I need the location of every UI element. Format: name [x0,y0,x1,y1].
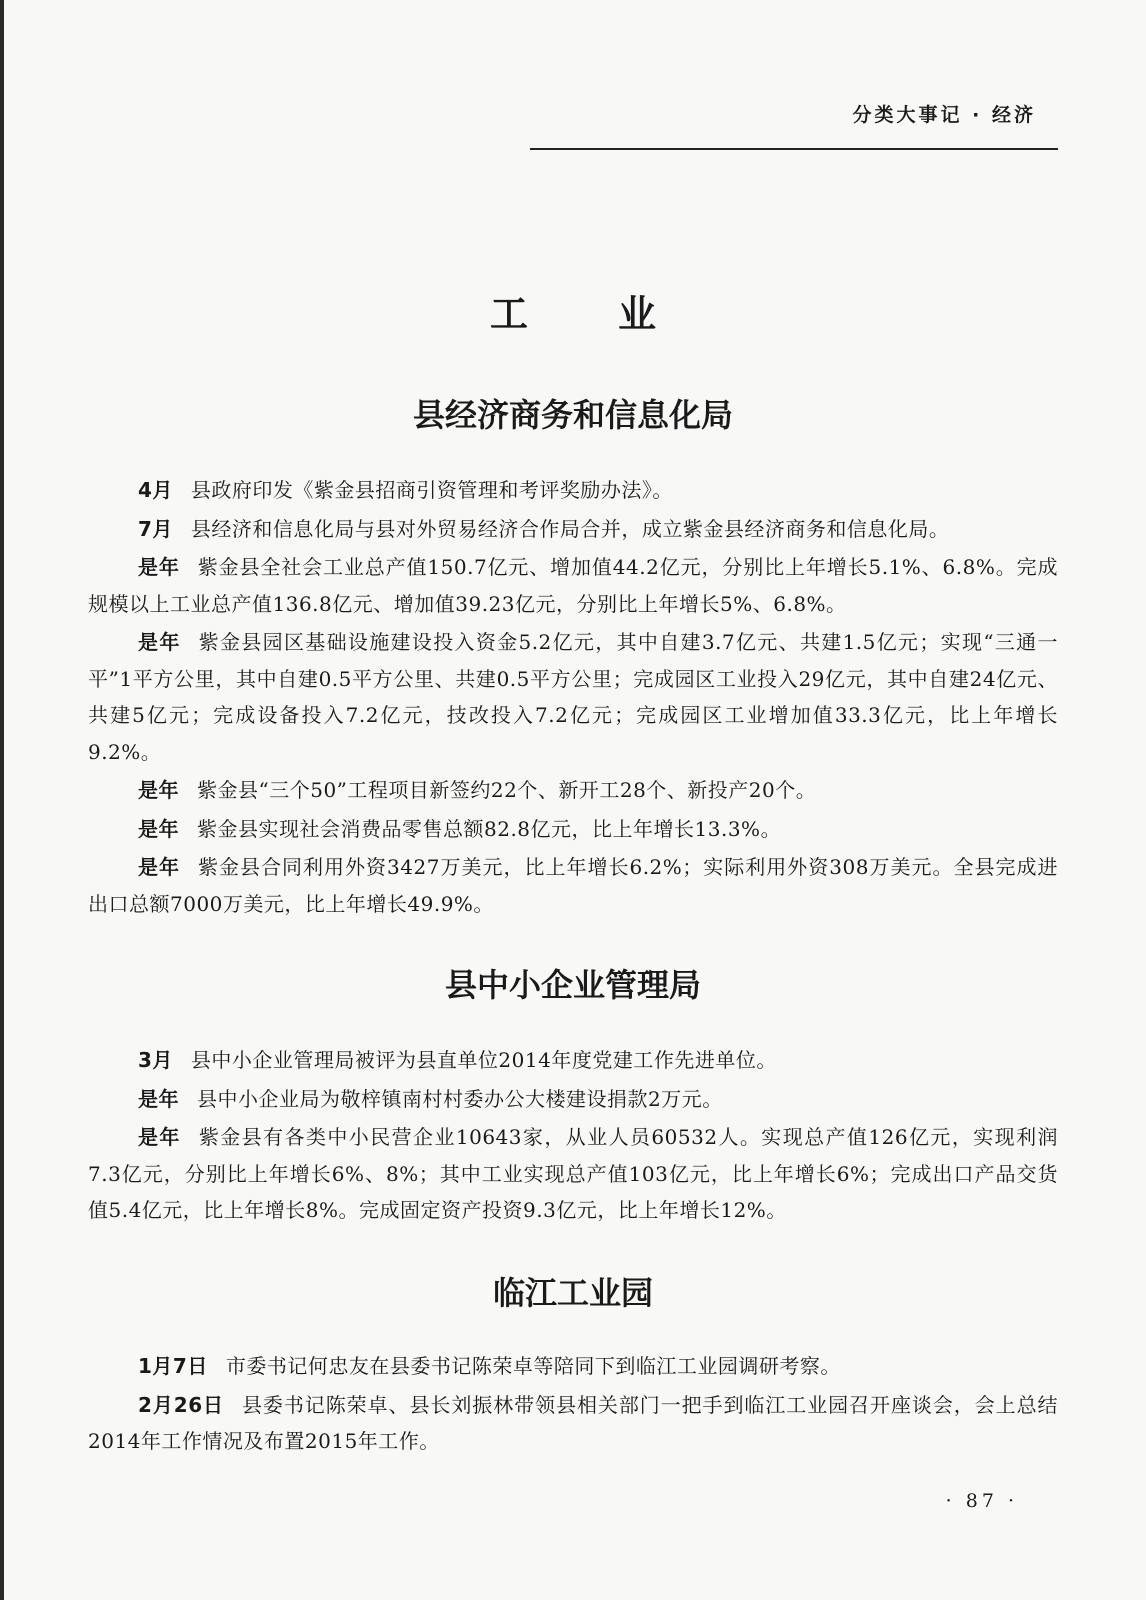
entry-date: 是年 [138,778,179,802]
entry [88,472,1058,509]
entry-date: 4月 [138,478,173,502]
entry-list [88,472,1058,924]
entry [88,849,1058,922]
entry-date: 1月7日 [138,1354,208,1378]
entry-text: 紫金县“三个50”工程项目新签约22个、新开工28个、新投产20个。 [197,778,817,802]
entry-list [88,1042,1058,1231]
entry-text: 紫金县园区基础设施建设投入资金5.2亿元，其中自建3.7亿元、共建1.5亿元；实现“三通一平”1平方公里，其中自建0.5平方公里、共建0.5平方公里；完成园区工业投入29亿元，其中自建24亿元、共建5亿元；完成设备投入7.2亿元，技改投入7.2亿元；完成园区工业增加值33.3亿元，比上年增长9.2%。 [88,630,1059,764]
entry-date: 是年 [138,816,179,841]
entry-list [88,1348,1058,1462]
entry [88,511,1058,548]
entry-date: 是年 [138,1125,181,1149]
subsection-title: 县经济商务和信息化局 [412,396,733,434]
entry [88,811,1058,848]
entry-text: 紫金县全社会工业总产值150.7亿元、增加值44.2亿元，分别比上年增长5.1%、6.8%。完成规模以上工业总产值136.8亿元、增加值39.23亿元，分别比上年增长5%、6.8%。 [88,555,1058,616]
entry-text: 县中小企业管理局被评为县直单位2014年度党建工作先进单位。 [190,1048,777,1072]
running-header: 分类大事记 · 经济 [852,104,1036,126]
entry-date: 3月 [138,1048,173,1072]
entry [88,624,1058,770]
entry-text: 紫金县合同利用外资3427万美元，比上年增长6.2%；实际利用外资308万美元。全县完成进出口总额7000万美元，比上年增长49.9%。 [88,855,1059,916]
subsection-title: 县中小企业管理局 [444,966,701,1004]
entry-date: 是年 [138,630,181,654]
entry [88,549,1058,622]
entry [88,1348,1058,1385]
entry-text: 紫金县有各类中小民营企业10643家，从业人员60532人。实现总产值126亿元，实现利润7.3亿元，分别比上年增长6%、8%；其中工业实现总产值103亿元，比上年增长6%；完成出口产品交货值5.4亿元，比上年增长8%。完成固定资产投资9.3亿元，比上年增长12%。 [88,1125,1059,1222]
section-title: 工业 [489,292,746,336]
entry-text: 紫金县实现社会消费品零售总额82.8亿元，比上年增长13.3%。 [197,816,782,841]
entry-text: 县中小企业局为敬梓镇南村村委办公大楼建设捐款2万元。 [197,1086,723,1111]
page-number: · 87 · [945,1490,1018,1512]
header-rule [530,148,1058,150]
subsection-title: 临江工业园 [492,1274,653,1312]
entry-date: 是年 [138,555,180,579]
entry-text: 县委书记陈荣卓、县长刘振林带领县相关部门一把手到临江工业园召开座谈会，会上总结2014年工作情况及布置2015年工作。 [88,1392,1059,1453]
entry-date: 是年 [138,855,181,879]
entry-date: 是年 [138,1086,179,1111]
entry-text: 县政府印发《紫金县招商引资管理和考评奖励办法》。 [190,478,673,502]
entry-date: 7月 [138,516,173,541]
entry [88,1042,1058,1079]
entry-date: 2月26日 [138,1392,224,1417]
entry [88,1119,1058,1229]
entry [88,772,1058,809]
page-binding-edge [0,0,4,1600]
entry-text: 县经济和信息化局与县对外贸易经济合作局合并，成立紫金县经济商务和信息化局。 [190,516,950,541]
entry [88,1387,1058,1460]
entry [88,1081,1058,1118]
entry-text: 市委书记何忠友在县委书记陈荣卓等陪同下到临江工业园调研考察。 [225,1354,841,1378]
